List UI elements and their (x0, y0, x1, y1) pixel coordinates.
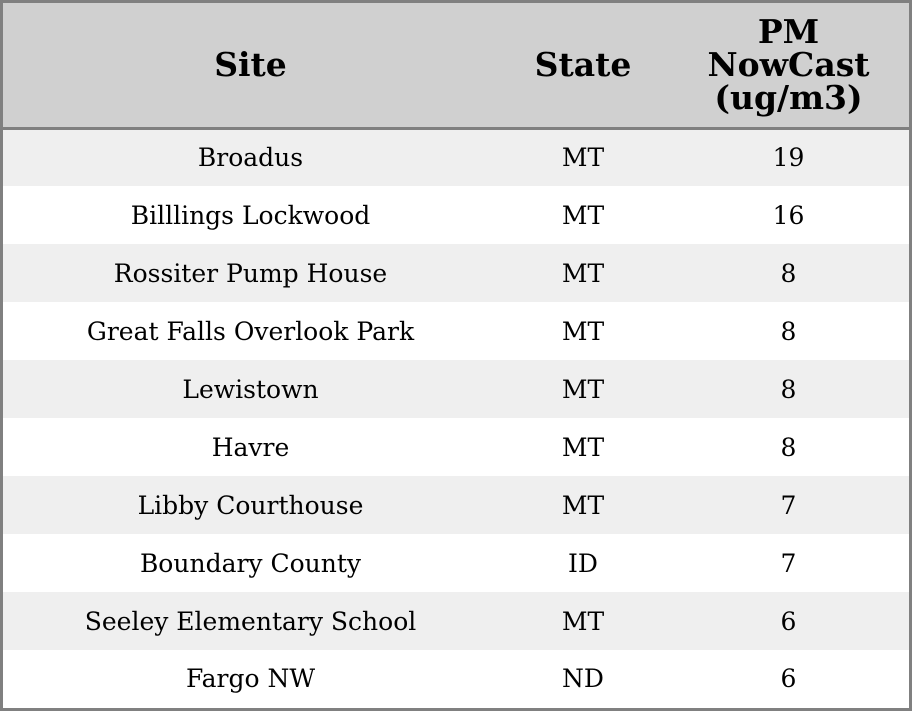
state-cell: MT (561, 258, 605, 288)
table-row (3, 128, 909, 186)
pm-value-cell: 8 (780, 316, 797, 346)
table-row (3, 418, 909, 476)
site-cell: Broadus (197, 143, 304, 173)
pm-header-line-1: PM (757, 12, 820, 52)
table-row (3, 476, 909, 534)
site-cell: Billlings Lockwood (130, 200, 371, 230)
pm-nowcast-table (3, 3, 909, 707)
table-row (3, 360, 909, 418)
table-row (3, 592, 909, 650)
table-row (3, 650, 909, 707)
site-cell: Havre (211, 432, 290, 462)
table-header (3, 3, 909, 128)
site-cell: Boundary County (139, 548, 362, 578)
state-cell: MT (561, 143, 605, 173)
table-row (3, 244, 909, 302)
column-header-state: State (498, 3, 668, 128)
column-header-site: Site (3, 3, 498, 128)
site-cell: Great Falls Overlook Park (86, 316, 415, 346)
table-row (3, 186, 909, 244)
state-cell: MT (561, 490, 605, 520)
site-cell: Fargo NW (185, 664, 316, 693)
column-header-pm-nowcast (668, 3, 909, 128)
state-cell: MT (561, 200, 605, 230)
state-cell: MT (561, 316, 605, 346)
pm-header-line-2: NowCast (707, 45, 870, 85)
pm-value-cell: 6 (780, 606, 797, 636)
pm-value-cell: 16 (772, 200, 805, 230)
pm-header-line-3: (ug/m3) (714, 78, 863, 118)
table-row (3, 534, 909, 592)
pm-value-cell: 8 (780, 374, 797, 404)
table-body (3, 128, 909, 707)
table-row (3, 302, 909, 360)
pm-value-cell: 7 (780, 548, 797, 578)
header-row (3, 3, 909, 128)
state-cell: MT (561, 606, 605, 636)
state-cell: ID (568, 548, 598, 578)
site-cell: Lewistown (182, 374, 319, 404)
pm-value-cell: 19 (772, 143, 805, 173)
state-cell: ND (562, 664, 604, 693)
site-cell: Rossiter Pump House (113, 258, 388, 288)
pm-value-cell: 6 (780, 664, 797, 693)
state-cell: MT (561, 374, 605, 404)
pm-value-cell: 7 (780, 490, 797, 520)
pm-value-cell: 8 (780, 432, 797, 462)
state-cell: MT (561, 432, 605, 462)
site-cell: Libby Courthouse (137, 490, 364, 520)
pm-value-cell: 8 (780, 258, 797, 288)
site-cell: Seeley Elementary School (84, 606, 417, 636)
